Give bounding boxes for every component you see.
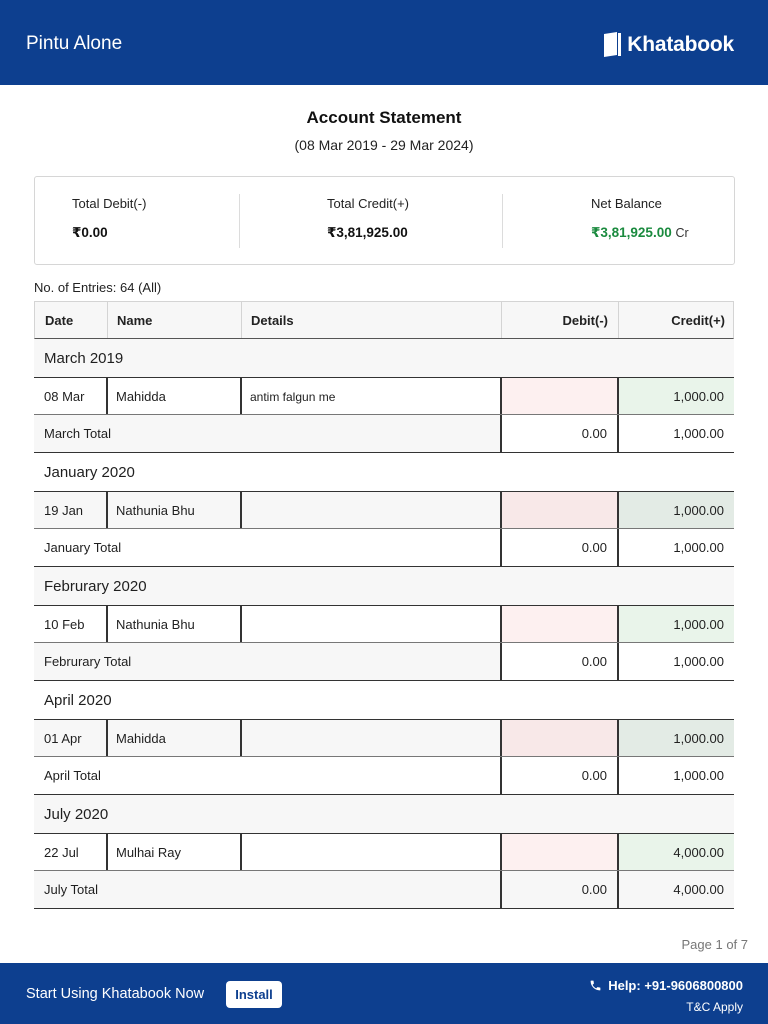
entry-name: Nathunia Bhu	[116, 502, 195, 518]
phone-icon	[589, 979, 602, 992]
month-total-row	[34, 643, 734, 681]
entry-debit	[500, 834, 617, 870]
entry-details	[240, 492, 500, 528]
header-credit: Credit(+)	[671, 312, 725, 328]
footer-bar	[0, 963, 768, 1024]
brand-name: Khatabook	[627, 32, 734, 56]
total-credit: 1,000.00	[673, 768, 724, 783]
table-row[interactable]	[34, 605, 734, 643]
total-credit-value: ₹3,81,925.00	[327, 225, 408, 240]
total-debit-value: ₹0.00	[72, 225, 108, 240]
net-balance-summary	[591, 177, 731, 266]
entry-debit	[500, 378, 617, 414]
table-row[interactable]	[34, 719, 734, 757]
entry-details	[240, 834, 500, 870]
table-row[interactable]	[34, 491, 734, 529]
total-credit-summary	[327, 177, 487, 266]
total-debit: 0.00	[581, 426, 607, 441]
net-balance-suffix: Cr	[675, 226, 689, 240]
month-label: July 2020	[44, 805, 109, 823]
net-balance-value-wrap	[591, 225, 689, 241]
top-bar	[0, 0, 768, 85]
month-total-row	[34, 757, 734, 795]
table-header	[34, 301, 734, 339]
month-row	[34, 567, 734, 605]
total-label: Februrary Total	[44, 654, 132, 669]
entry-credit: 1,000.00	[673, 730, 724, 746]
entries-count	[34, 280, 161, 295]
month-total-row	[34, 415, 734, 453]
entry-debit	[500, 720, 617, 756]
entry-name: Mahidda	[116, 388, 166, 404]
month-total-row	[34, 529, 734, 567]
total-label: July Total	[44, 882, 98, 897]
entries-label: No. of Entries:	[34, 280, 117, 295]
book-icon	[602, 31, 623, 58]
total-credit-label: Total Credit(+)	[327, 196, 409, 211]
total-label: March Total	[44, 426, 111, 441]
help-text: Help: +91-9606800800	[608, 978, 743, 993]
month-row	[34, 339, 734, 377]
summary-divider	[239, 194, 240, 248]
total-debit: 0.00	[581, 654, 607, 669]
entries-value: 64 (All)	[120, 280, 162, 295]
entry-date: 08 Mar	[44, 388, 85, 404]
month-label: March 2019	[44, 349, 124, 367]
entry-date: 22 Jul	[44, 844, 79, 860]
entry-credit: 1,000.00	[673, 502, 724, 518]
month-label: April 2020	[44, 691, 112, 709]
entry-date: 19 Jan	[44, 502, 84, 518]
month-label: January 2020	[44, 463, 135, 481]
entry-debit	[500, 606, 617, 642]
entry-date: 01 Apr	[44, 730, 82, 746]
net-balance-value: ₹3,81,925.00	[591, 225, 672, 240]
total-debit-summary	[72, 177, 232, 266]
total-label: January Total	[44, 540, 122, 555]
net-balance-label: Net Balance	[591, 196, 662, 211]
month-label: Februrary 2020	[44, 577, 147, 595]
entry-credit: 1,000.00	[673, 616, 724, 632]
total-debit: 0.00	[581, 768, 607, 783]
entry-date: 10 Feb	[44, 616, 85, 632]
total-label: April Total	[44, 768, 101, 783]
summary-box	[34, 176, 735, 265]
entry-credit: 4,000.00	[673, 844, 724, 860]
entry-name: Mahidda	[116, 730, 166, 746]
user-name: Pintu Alone	[26, 33, 123, 54]
month-row	[34, 795, 734, 833]
month-row	[34, 681, 734, 719]
statement-title: Account Statement	[306, 108, 462, 127]
total-debit: 0.00	[581, 540, 607, 555]
cta-text: Start Using Khatabook Now	[26, 986, 205, 1002]
total-credit: 4,000.00	[673, 882, 724, 897]
total-credit: 1,000.00	[673, 540, 724, 555]
statement-date-range: (08 Mar 2019 - 29 Mar 2024)	[294, 137, 474, 153]
install-button[interactable]: Install	[226, 981, 282, 1008]
header-debit: Debit(-)	[562, 312, 608, 328]
entry-name: Nathunia Bhu	[116, 616, 195, 632]
entry-details	[240, 606, 500, 642]
tnc-link[interactable]: T&C Apply	[686, 1000, 743, 1014]
total-credit: 1,000.00	[673, 426, 724, 441]
brand-logo	[602, 31, 734, 58]
entry-name: Mulhai Ray	[116, 844, 182, 860]
table-row[interactable]	[34, 833, 734, 871]
entry-debit	[500, 492, 617, 528]
help-line[interactable]	[589, 978, 743, 993]
month-row	[34, 453, 734, 491]
total-debit: 0.00	[581, 882, 607, 897]
header-name: Name	[117, 312, 153, 328]
page-indicator: Page 1 of 7	[681, 937, 748, 952]
header-details: Details	[251, 312, 294, 328]
total-debit-label: Total Debit(-)	[72, 196, 147, 211]
summary-divider	[502, 194, 503, 248]
table-row[interactable]	[34, 377, 734, 415]
month-total-row	[34, 871, 734, 909]
entry-details	[240, 720, 500, 756]
entry-credit: 1,000.00	[673, 388, 724, 404]
header-date: Date	[45, 312, 74, 328]
statement-table	[34, 301, 734, 909]
total-credit: 1,000.00	[673, 654, 724, 669]
entry-details: antim falgun me	[250, 390, 336, 404]
